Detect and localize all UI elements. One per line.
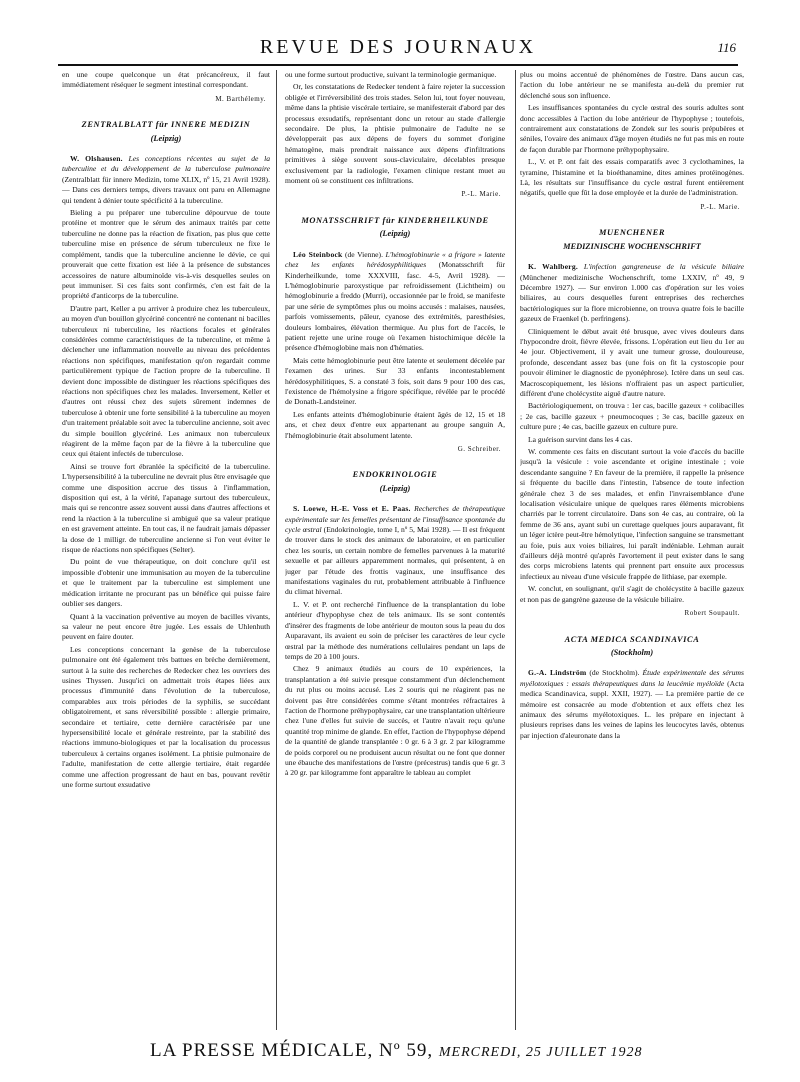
footer-journal-issue: LA PRESSE MÉDICALE, Nº 59, bbox=[150, 1040, 434, 1061]
article-text: Dans ces derniers temps, divers travaux ont paru en Allemagne qui tendent à dénier toute spécificité à la tuberculine. bbox=[62, 185, 270, 205]
page-footer bbox=[150, 1040, 750, 1070]
article-author: G.-A. Lindström bbox=[528, 668, 587, 678]
column-3 bbox=[520, 70, 744, 1035]
article-reference: (Zentralblatt für innere Medizin, tome XLIX, nº 15, 21 Avril 1928). — bbox=[62, 174, 270, 195]
article-lead bbox=[520, 668, 744, 741]
paragraph: en une coupe quelconque un état précancéreux, il faut immédiatement réséquer le segment intestinal correspondant. bbox=[62, 70, 270, 90]
journal-heading: MUENCHENER bbox=[598, 228, 666, 238]
paragraph: W. conclut, en soulignant, qu'il s'agit de cholécystite à bacille gazeux et non pas de gangrène gazeuse de la vésicule biliaire. bbox=[520, 584, 744, 604]
article-title: L'infection gangreneuse de la vésicule biliaire bbox=[577, 262, 744, 272]
paragraph: Or, les constatations de Redecker tendent à faire rejeter la succession obligée et l'irréversibilité des trois stades. Selon lui, tout foyer nouveau, même dans la phtisie viscérale tertiaire, se manifesterait d'abord par des processus exsudatifs, représentant donc un retour au stade d'allergie secondaire. De plus, la phtisie pulmonaire de l'adulte ne se développerait pas aux dépens de foyers du sommet d'origine hématogène, mais prendrait naissance aux dépens d'infiltrations primitives à siège souvent sous-claviculaire, décelables presque exclusivement par la radiologie, l'examen clinique restant muet au moment où se constituent ces infiltrations. bbox=[285, 82, 505, 186]
paragraph: Bactériologiquement, on trouva : 1er cas, bacille gazeux + colibacilles ; 2e cas, bacille gazeux + pneumocoques ; 3e cas, bacille gazeux en culture pure ; 4e cas, bacille gazeux en culture pure. bbox=[520, 401, 744, 432]
journal-heading: MONATSSCHRIFT für KINDERHEILKUNDE bbox=[301, 215, 489, 225]
article-text: La première partie de ce mémoire est consacrée au mode d'obtention et aux effets chez les animaux des sérums myélotoxiques. L. les prépare en injectant à plusieurs reprises dans les veines de lapins les leucocytes lavés, obtenus par injection d'aleuronate dans la bbox=[520, 689, 744, 740]
article-title: Les conceptions récentes au sujet de la tuberculine et du développement de la tuberculose pulmonaire bbox=[62, 154, 270, 174]
paragraph: D'autre part, Keller a pu arriver à produire chez les tuberculeux, au moyen d'un bouillon glycériné concentré ne contenant ni bacilles tuberculeux ni tuberculine, les réactions focales et générales considérées comme caractéristiques de la tuberculine, et même à déclencher une inflammation nouvelle au niveau des précédentes réactions non spécifiques, manifestation qu'on regardait comme particulièrement typique de l'action propre de la tuberculine. Il devient donc impossible de distinguer les réactions spécifiques des réactions non spécifiques chez les malades. Inversement, Keller et d'autres ont réussi chez des sujets sûrement indemnes de tuberculose à obtenir une forte sensibilité à la tuberculine au moyen d'un traitement préalable soit avec la tuberculine ancienne, soit avec du simple bouillon glycériné. Les animaux non tuberculeux réagirent de la même façon par de la fièvre à la tuberculine que ceux qui étaient infectés de tuberculose. bbox=[62, 303, 270, 459]
article-author: W. Olshausen. bbox=[70, 154, 123, 164]
paragraph: Les insuffisances spontanées du cycle œstral des souris adultes sont donc accessibles à l'action du lobe antérieur de l'hypophyse ; toutefois, contrairement aux constatations de Zondek sur les souris prépubères et séniles, l'ovaire des animaux d'âge moyen étudiés ne fut pas mis en route de façon durable par l'hormone préhypophysaire. bbox=[520, 103, 744, 154]
footer-date: MERCREDI, 25 JUILLET 1928 bbox=[438, 1045, 643, 1060]
article-author: S. Loewe, H.-E. Voss et E. Paas. bbox=[293, 504, 411, 514]
article-columns bbox=[62, 70, 744, 1035]
article-lead bbox=[62, 154, 270, 206]
paragraph: Quant à la vaccination préventive au moyen de bacilles vivants, sa valeur ne peut encore être jugée. Les essais de Uhlenhuth peuvent en faire douter. bbox=[62, 611, 270, 642]
paragraph: Les conceptions concernant la genèse de la tuberculose pulmonaire ont été également très battues en brèche dernièrement, surtout à la suite des recherches de Redecker chez les ouvriers des usines Thyssen. Jusqu'ici on admettait trois étapes liées aux processus d'immunité dans l'évolution de la tuberculose, comparables aux trois périodes de la syphilis, se succédant obligatoirement, et sans réversibilité possible : allergie primaire, secondaire et tertiaire, cette dernière caractérisée par une hypersensibilité locale et générale restreinte, par la stabilité des réactions immuno-biologiques et par la localisation du processus tuberculeux à certains organes isolément. La phtisie pulmonaire de l'adulte, manifestation de cette allergie tertiaire, était regardée comme une affection progressant de haut en bas, pouvant revêtir une forme surtout exsudative bbox=[62, 644, 270, 789]
paragraph: Bieling a pu préparer une tuberculine dépourvue de toute protéine et montrer que le sérum des animaux traités par cette tuberculine ne donne pas la réaction de fixation, pas plus que cette tuberculine mise en présence de sérum tuberculeux ne fixe le complément, tandis que la tuberculine ancienne le dévie, ce qui prouverait que cette fixation est liée à la présence de substances accessoires de nature albuminoïde vis-à-vis desquelles seules on peut immuniser. Si ces faits sont confirmés, c'en est fait de la propriété d'anticorps de la tuberculine. bbox=[62, 208, 270, 301]
journal-heading: ACTA MEDICA SCANDINAVICA bbox=[564, 634, 700, 644]
journal-city: (Leipzig) bbox=[150, 133, 182, 143]
paragraph: Cliniquement le début avait été brusque, avec vives douleurs dans l'hypocondre droit, fièvre élevée, frissons. L'opération eut lieu du 1er au 4e jour. Objectivement, il y avait une tumeur grosse, douloureuse, profonde, descendant assez bas (une fois on fit la cystoscopie pour pouvoir éliminer le diagnostic de pyonéphrose). Ictère dans un seul cas. Macroscopiquement, les lésions n'offraient pas un aspect particulier, différent d'une cholécystite aiguë d'autre nature. bbox=[520, 326, 744, 398]
signature: G. Schreiber. bbox=[457, 445, 501, 453]
paragraph: Chez 9 animaux étudiés au cours de 10 expériences, la transplantation a été suivie presque constamment d'un déclenchement du rut plus ou moins accusé. Les 2 souris qui ne réagirent pas ne doivent pas être considérées comme s'étant montrées réfractaires à l'action de l'hormone préhypophysaire, car une transplantation ultérieure chez l'une d'elles fut suivie de succès, et l'autre n'avait reçu qu'une quantité trop minime de glande. En effet, l'action de l'hypophyse dépend de la quantité de glande transplantée : 0 gr. 6 à 3 gr. 2 par kilogramme de poids corporel ou ne produisent aucun résultat ou ne font que donner une ébauche des manifestations de l'œstre (précestrus) tandis que 6 gr. 3 à 20 gr. par kilogramme font apparaître le tableau au complet bbox=[285, 664, 505, 778]
article-text: Sur environ 1.000 cas d'opération sur les voies biliaires, au cours desquelles furent entreprises des recherches bactériologiques sur la flore microbienne, on trouva quatre fois le bacille gazeux de Fraenkel (b. perfringens). bbox=[520, 282, 744, 324]
journal-city: (Stockholm) bbox=[610, 647, 654, 657]
article-title: Recherches de thérapeutique expérimentale sur les femelles présentant de l'insuffisance spontanée du cycle œstral bbox=[285, 504, 505, 535]
paragraph: La guérison survint dans les 4 cas. bbox=[528, 434, 633, 444]
article-author: Léo Steinbock bbox=[293, 249, 343, 259]
paragraph: L., V. et P. ont fait des essais comparatifs avec 3 cyclothamines, la tyramine, l'histamine et la bioéthanamine, dites amines protéinogènes. Là, les résultats sur l'insuffisance du cycle œstral furent entièrement négatifs, quelle que fût la dose employée et la durée de l'administration. bbox=[520, 157, 744, 198]
article-title: L'hémoglobinurie « a frigore » latente chez les enfants hérédosyphilitiques bbox=[285, 249, 505, 270]
paragraph: Ainsi se trouve fort ébranlée la spécificité de la tuberculine. L'hypersensibilité à la tuberculine ne devrait plus être envisagée que comme une disposition accrue des tissus à l'inflammation, disposition qui est, à la vérité, l'apanage surtout des tuberculeux, mais qui se rencontre assez souvent aussi dans d'autres affections et rend la réaction à la tuberculine si ambiguë que sa valeur pratique en est gravement atteinte. En tout cas, il ne faudrait jamais dépasser la dose de 1 milligr. de tuberculine ancienne si l'on veut éviter le risque de réactions non spécifiques (Selter). bbox=[62, 461, 270, 555]
article-affiliation: (de Vienne). bbox=[342, 249, 386, 259]
signature: P.-L. Marie. bbox=[700, 202, 740, 211]
article-lead bbox=[285, 250, 505, 354]
signature: P.-L. Marie. bbox=[461, 190, 501, 199]
signature: M. Barthélemy. bbox=[215, 94, 266, 103]
paragraph: Les enfants atteints d'hémoglobinurie étaient âgés de 12, 15 et 18 ans, et chez deux d'entre eux appartenant au groupe sanguin A, l'hémoglobinurie était absolument latente. bbox=[285, 409, 505, 440]
journal-city: (Leipzig) bbox=[379, 229, 411, 239]
article-lead bbox=[285, 504, 505, 598]
article-text: Il est fréquent de trouver dans le stock des animaux de laboratoire, et en particulier chez les souris, un certain nombre de femelles parvenues à la maturité sexuelle et par ailleurs apparemment normales, qui présentent, à en juger par l'étude des frottis vaginaux, une insuffisance des manifestations vaginales du rut, probablement attribuable à l'influence du climat hivernal. bbox=[285, 525, 505, 597]
column-1 bbox=[62, 70, 270, 1035]
journal-city: (Leipzig) bbox=[379, 483, 411, 493]
page-number: 116 bbox=[717, 40, 736, 55]
article-reference: (Münchener medizinische Wochenschrift, tome LXXIV, nº 49, 9 Décembre 1927). — bbox=[520, 272, 744, 292]
journal-section-title: REVUE DES JOURNAUX bbox=[259, 36, 537, 58]
journal-heading-line-2: MEDIZINISCHE WOCHENSCHRIFT bbox=[563, 241, 701, 251]
paragraph: Du point de vue thérapeutique, on doit conclure qu'il est impossible d'obtenir une immunisation au moyen de la tuberculine et que le traitement par la tuberculine est simplement une médication irritante ne procurant pas un bénéfice qui puisse faire oublier ses dangers. bbox=[62, 557, 270, 609]
journal-header bbox=[58, 34, 738, 66]
article-lead bbox=[520, 262, 744, 324]
article-title: Étude expérimentale des sérums myélotoxiques : essais thérapeutiques dans la leucémie myéloïde bbox=[520, 668, 744, 688]
article-reference: (Acta medica Scandinavica, suppl. XXII, 1927). — bbox=[520, 678, 744, 699]
paragraph: plus ou moins accentué de phénomènes de l'œstre. Dans aucun cas, l'action du lobe antérieur ne se manifesta au-delà du premier rut déclenché sous son influence. bbox=[520, 70, 744, 100]
article-reference: (Monatsschrift für Kinderheilkunde, tome XXXVIII, fasc. 4-5, Avril 1928). — bbox=[285, 260, 505, 280]
article-author: K. Wahlberg. bbox=[528, 262, 578, 272]
paragraph: W. commente ces faits en discutant surtout la voie d'accès du bacille jusqu'à la vésicule : voie ascendante et origine intestinale ; voie descendante sanguine ? En faveur de la première, il rappelle la présence si fréquente du bacille dans l'intestin, l'absence de toute infection générale chez 3 de ses malades, et enfin l'invraisemblance d'une localisation vésiculaire unique de quelques rares éléments microbiens charriés par le torrent circulatoire. Dans son 4e cas, au contraire, où la femme de 36 ans, ayant subi un curettage quelques jours auparavant, fit un léger ictère peut-être hémolytique, l'infection sanguine se transmettant au foie, puis aux voies biliaires, lui paraît indéniable. Lehman aurait d'ailleurs déjà montré qu'après l'avortement il peut exister dans le sang des corps microbiens latents qui prennent part ensuite aux processus infectieux au niveau d'une vésicule frappée de lithiase, par exemple. bbox=[520, 447, 744, 581]
journal-heading: ENDOKRINOLOGIE bbox=[352, 470, 438, 480]
signature: Robert Soupault. bbox=[684, 609, 740, 618]
paragraph: ou une forme surtout productive, suivant la terminologie germanique. bbox=[285, 70, 497, 79]
article-reference: (Endokrinologie, tome I, nº 5, Mai 1928). — bbox=[321, 525, 463, 535]
journal-heading: ZENTRALBLATT für INNERE MEDIZIN bbox=[81, 120, 251, 130]
article-affiliation: (de Stockholm). bbox=[586, 668, 643, 678]
column-2 bbox=[285, 70, 505, 1035]
article-text: L'hémoglobinurie paroxystique par refroidissement (Lichtheim) ou hémoglobinurie a freddo (Murri), occasionnée par le froid, se manifeste par une série de symptômes plus ou moins accusés : malaises, nausées, parfois vomissements, pâleur, cyanose des extrémités, paresthésies, douleurs lombaires, élévation thermique. Au plus fort de l'accès, le patient rejette une urine rouge où l'examen histochimique décèle la présence d'hémoglobine mais non d'hématies. bbox=[285, 280, 505, 353]
paragraph: Mais cette hémoglobinurie peut être latente et seulement décelée par l'examen des urines. Sur 33 enfants incontestablement hérédosyphilitiques, S. a constaté 3 fois, soit dans 9 pour 100 des cas, l'existence de l'hémolysine a frigore spécifique, révélée par le procédé de Donath-Landsteiner. bbox=[285, 355, 505, 407]
paragraph: L. V. et P. ont recherché l'influence de la transplantation du lobe antérieur d'hypophyse chez de tels animaux. Ils se sont contentés d'insérer des fragments de lobe antérieur de mouton sous la peau du dos Auparavant, ils avaient eu soin de préciser les caractères de leur cycle œstral par la méthode des numérations cellulaires pendant un laps de temps de 20 à 100 jours. bbox=[285, 599, 505, 661]
